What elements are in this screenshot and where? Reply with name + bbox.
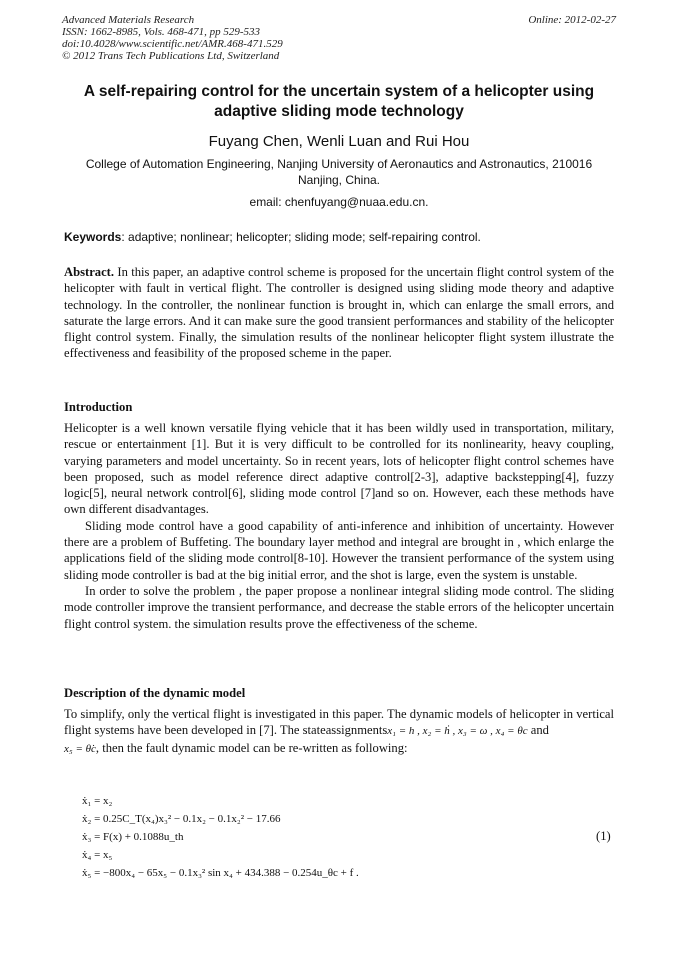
- model-text-2: , then the fault dynamic model can be re-written as following:: [95, 740, 408, 755]
- model-section: [64, 706, 614, 757]
- equation-line: ẋ₅ = −800x₄ − 65x₅ − 0.1x₃² sin x₄ + 434.388 − 0.254u_θc + f .: [82, 867, 359, 879]
- title-line-2: adaptive sliding mode technology: [214, 103, 464, 120]
- equation-line: ẋ₄ = x₅: [82, 849, 113, 861]
- abstract: [64, 264, 614, 362]
- equation-block: [82, 792, 359, 882]
- intro-paragraph-1: Helicopter is a well known versatile flying vehicle that it has been wildly used in transportation, military, rescue or entertainment [1]. But it is very difficult to be controlled for its nonlinearity, heavy coupling, varying parameters and model uncertainty. So in recent years, lots of helicopter flight control schemes have been proposed, such as model reference direct adaptive control[2-3], adaptive backstepping[4], fuzzy logic[5], neural network control[6], sliding mode control [7]and so on. However, each these methods have own different disadvantages.: [64, 421, 614, 517]
- keywords-text: : adaptive; nonlinear; helicopter; sliding mode; self-repairing control.: [121, 230, 481, 244]
- equation-line: ẋ₂ = 0.25C_T(x₄)x₃² − 0.1x₂ − 0.1x₂² − 17.66: [82, 813, 281, 825]
- email: email: chenfuyang@nuaa.edu.cn.: [249, 195, 429, 209]
- equation-line: ẋ₁ = x₂: [82, 795, 113, 807]
- intro-paragraph-2: Sliding mode control have a good capability of anti-inference and inhibition of uncertainty. However there are a problem of Buffeting. The boundary layer method and integral are brought in , which enlarge the applications field of the sliding mode control[8-10]. However the transient performance of the system using sliding mode controller is bad at the big initial error, and the shot is large, even the system is unstable.: [64, 518, 614, 582]
- equation-number: (1): [596, 829, 611, 843]
- keywords: [64, 229, 614, 245]
- journal-header: [62, 14, 283, 62]
- state-assignment-x5: x₅ = θ̇c: [64, 742, 96, 755]
- copyright-line: © 2012 Trans Tech Publications Ltd, Switzerland: [62, 50, 280, 62]
- intro-section: [64, 420, 614, 632]
- abstract-label: Abstract.: [64, 265, 115, 279]
- doi-line: doi:10.4028/www.scientific.net/AMR.468-471.529: [62, 38, 283, 50]
- model-and: and: [527, 723, 549, 738]
- model-heading: Description of the dynamic model: [64, 686, 246, 700]
- journal-name: Advanced Materials Research: [62, 14, 195, 26]
- affiliation: College of Automation Engineering, Nanjing University of Aeronautics and Astronautics, 210016 Nanjing, China.: [85, 157, 593, 187]
- model-paragraph: [64, 706, 614, 757]
- model-text-1: To simplify, only the vertical flight is investigated in this paper. The dynamic models of helicopter in vertical flight systems have been developed in [7]. The stateassignments: [64, 707, 614, 738]
- intro-heading: Introduction: [64, 400, 133, 414]
- title-line-1: A self-repairing control for the uncertain system of a helicopter using: [83, 83, 595, 100]
- online-date: Online: 2012-02-27: [528, 14, 616, 26]
- equation-line: ẋ₃ = F(x) + 0.1088u_th: [82, 831, 184, 843]
- state-assignments: x₁ = h , x₂ = ḣ , x₃ = ω , x₄ = θc: [387, 725, 528, 738]
- intro-paragraph-3: In order to solve the problem , the paper propose a nonlinear integral sliding mode control. The sliding mode controller improve the transient performance, and decrease the stable errors of the helicopter uncertain flight control system. the simulation results prove the effectiveness of the scheme.: [64, 583, 614, 631]
- authors: Fuyang Chen, Wenli Luan and Rui Hou: [208, 133, 470, 150]
- abstract-text: In this paper, an adaptive control scheme is proposed for the uncertain flight control system of the helicopter with fault in vertical flight. The controller is designed using sliding mode theory and adaptive technology. In the controller, the nonlinear function is brought in, which can enlarge the small errors, and saturate the large errors. And it can make sure the good transient performances and stability of the helicopter flight control system. Finally, the simulation results of the nonlinear helicopter flight system illustrate the effectiveness and feasibility of the proposed scheme in the paper.: [64, 265, 614, 361]
- issn-line: ISSN: 1662-8985, Vols. 468-471, pp 529-533: [62, 26, 260, 38]
- paper-title: [50, 82, 628, 122]
- keywords-label: Keywords: [64, 230, 122, 244]
